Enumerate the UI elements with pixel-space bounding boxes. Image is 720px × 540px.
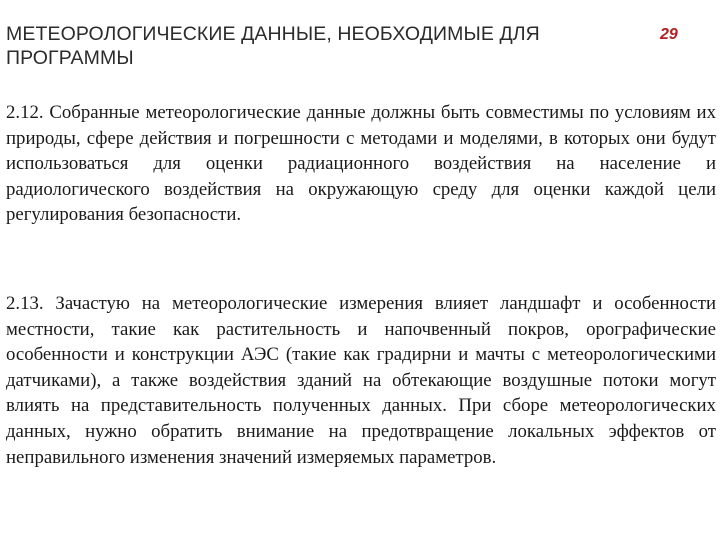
page-number: 29 — [660, 26, 678, 43]
slide-title: МЕТЕОРОЛОГИЧЕСКИЕ ДАННЫЕ, НЕОБХОДИМЫЕ ДЛЯ ПРОГРАММЫ — [6, 23, 540, 69]
paragraph-2-13: 2.13. Зачастую на метеорологические измерения влияет ландшафт и особенности местности, такие как растительность и напочвенный покров, орографические особенности и конструкции АЭС (такие как градирни и мачты с метеорологическими датчиками), а также воздействия зданий на обтекающие воздушные потоки могут влиять на представительность полученных данных. При сборе метеорологических данных, нужно обратить внимание на предотвращение локальных эффектов от неправильного изменения значений измеряемых параметров. — [6, 293, 716, 468]
paragraph-2-12: 2.12. Собранные метеорологические данные должны быть совместимы по условиям их природы, сфере действия и погрешности с методами и моделями, в которых они будут использоваться для оценки радиационного воздействия на население и радиологического воздействия на окружающую среду для оценки каждой цели регулирования безопасности. — [6, 102, 716, 226]
